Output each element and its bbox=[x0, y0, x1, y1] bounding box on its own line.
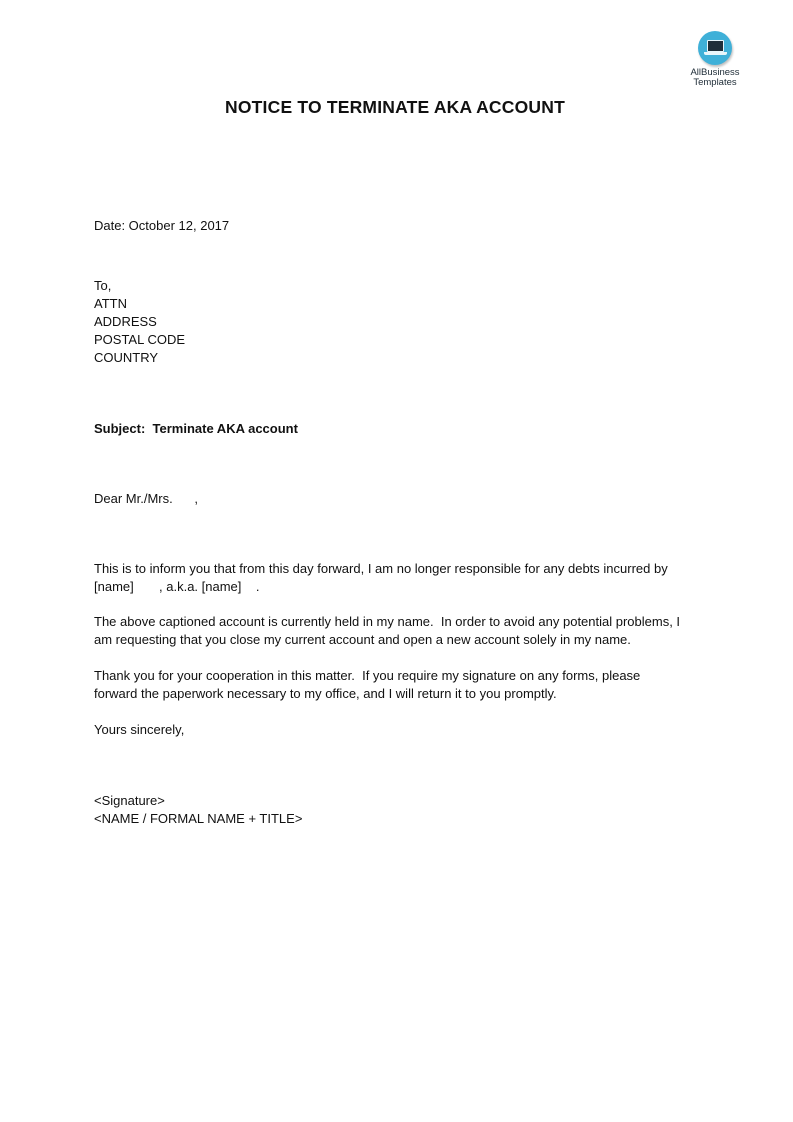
recipient-block bbox=[94, 277, 714, 367]
paragraph-1-line-2: [name] , a.k.a. [name] . bbox=[94, 579, 260, 594]
recipient-address: ADDRESS bbox=[94, 314, 157, 329]
paragraph-1-line-1: This is to inform you that from this day forward, I am no longer responsible for any debts incurred by bbox=[94, 561, 668, 576]
paragraph-2 bbox=[94, 613, 714, 649]
recipient-postal-code: POSTAL CODE bbox=[94, 332, 186, 347]
date-line: Date: October 12, 2017 bbox=[94, 218, 230, 233]
signature-block bbox=[94, 792, 714, 828]
recipient-attn: ATTN bbox=[94, 296, 127, 311]
allbusiness-templates-logo[interactable] bbox=[680, 31, 750, 88]
logo-text bbox=[680, 68, 750, 88]
logo-line-1: AllBusiness bbox=[690, 67, 740, 78]
paragraph-3 bbox=[94, 667, 714, 703]
name-title-placeholder: <NAME / FORMAL NAME + TITLE> bbox=[94, 811, 303, 826]
subject-line: Subject: Terminate AKA account bbox=[94, 421, 298, 436]
paragraph-1 bbox=[94, 560, 714, 596]
closing: Yours sincerely, bbox=[94, 722, 185, 737]
paragraph-3-line-2: forward the paperwork necessary to my office, and I will return it to you promptly. bbox=[94, 686, 557, 701]
document-title: NOTICE TO TERMINATE AKA ACCOUNT bbox=[225, 97, 565, 117]
salutation: Dear Mr./Mrs. , bbox=[94, 491, 199, 506]
paragraph-2-line-1: The above captioned account is currently held in my name. In order to avoid any potential problems, I bbox=[94, 614, 681, 629]
paragraph-2-line-2: am requesting that you close my current account and open a new account solely in my name. bbox=[94, 632, 631, 647]
signature-placeholder: <Signature> bbox=[94, 793, 165, 808]
laptop-icon bbox=[698, 31, 732, 65]
laptop-screen-shape bbox=[707, 40, 724, 52]
logo-line-2: Templates bbox=[693, 77, 737, 88]
recipient-country: COUNTRY bbox=[94, 350, 159, 365]
laptop-base-shape bbox=[704, 52, 727, 55]
paragraph-3-line-1: Thank you for your cooperation in this matter. If you require my signature on any forms, please bbox=[94, 668, 641, 683]
recipient-to: To, bbox=[94, 278, 112, 293]
